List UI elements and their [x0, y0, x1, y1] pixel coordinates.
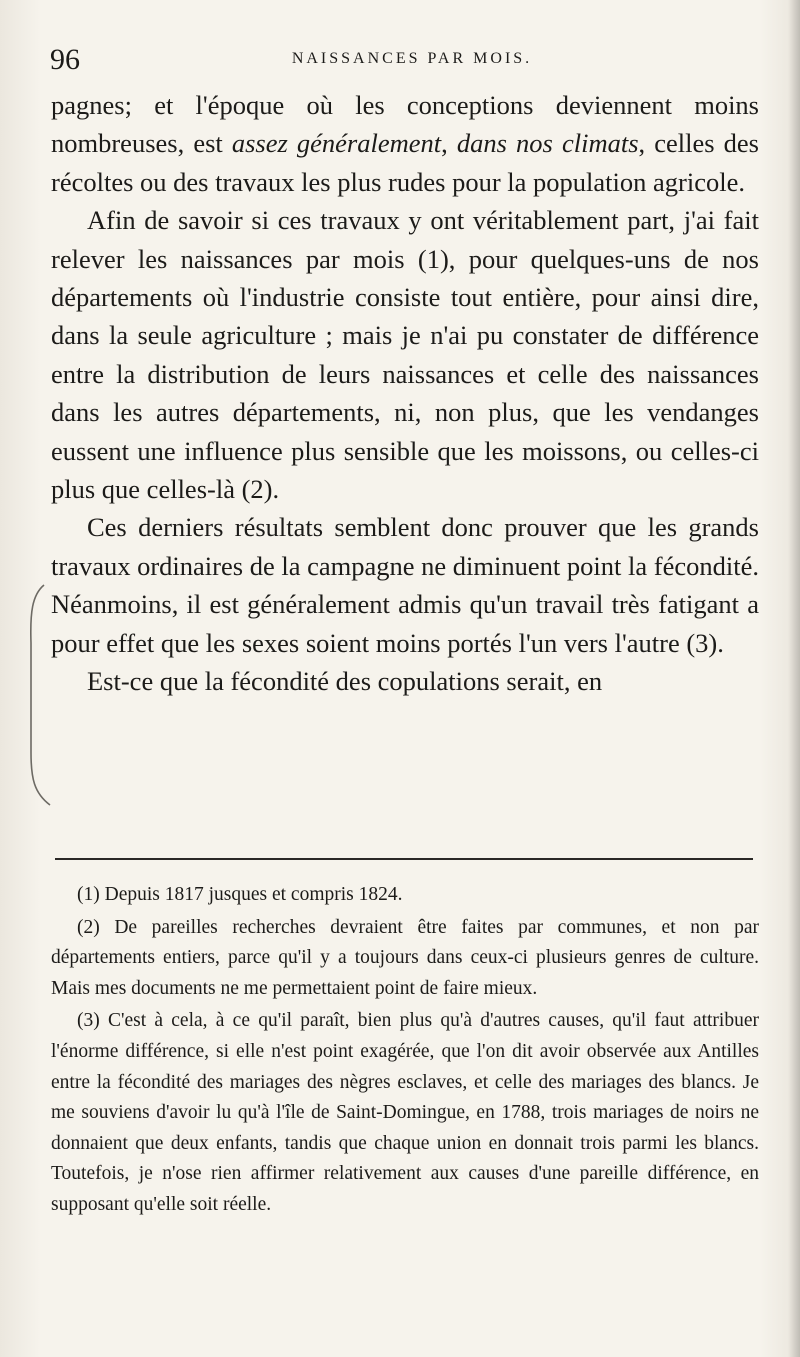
page-header — [50, 40, 760, 80]
footnote-rule — [55, 858, 753, 860]
paragraph-3: Ces derniers résultats semblent donc prouver que les grands travaux ordinaires de la campagne ne diminuent point la fécondité. Néanmoins, il est généralement admis qu'un travail très fatigant a pour effet que les sexes soient moins portés l'un vers l'autre (3). — [51, 512, 759, 658]
footnotes — [51, 880, 759, 1221]
paragraph-1 — [51, 86, 759, 201]
page-edge-shadow — [788, 0, 800, 1357]
margin-bracket-mark — [22, 583, 52, 808]
footnote-3: (3) C'est à cela, à ce qu'il paraît, bien plus qu'à d'autres causes, qu'il faut attribuer l'énorme différence, si elle n'est point exagérée, que l'on dit avoir observée aux Antilles entre la fécondité des mariages des nègres esclaves, et celle des mariages des blancs. Je me souviens d'avoir lu qu'à l'île de Saint-Domingue, en 1788, trois mariages de noirs ne donnaient que deux enfants, tandis que chaque union en donnait trois parmi les blancs. Toutefois, je n'ose rien affirmer relativement aux causes d'une pareille différence, en supposant qu'elle soit réelle. — [51, 1010, 759, 1215]
paragraph-1-text-c: , celles des récoltes ou des travaux les plus rudes pour la population agricole. — [51, 128, 759, 197]
running-title: NAISSANCES PAR MOIS. — [291, 50, 533, 67]
footnote-1: (1) Depuis 1817 jusques et compris 1824. — [77, 884, 403, 905]
paragraph-1-text-a: pagnes; et l'époque où les conceptions deviennent moins nombreuses, est — [51, 90, 759, 159]
paragraph-4: Est-ce que la fécondité des copulations serait, en — [87, 666, 603, 697]
paragraph-2: Afin de savoir si ces travaux y ont véritablement part, j'ai fait relever les naissances par mois (1), pour quelques-uns de nos départements où l'industrie consiste tout entière, pour ainsi dire, dans la seule agriculture ; mais je n'ai pu constater de différence entre la distribution de leurs naissances et celle des naissances dans les autres départements, ni, non plus, que les vendanges eussent une influence plus sensible que les moissons, ou celles-ci plus que celles-là (2). — [51, 205, 759, 505]
main-text — [51, 86, 759, 701]
paragraph-1-text-b: , — [441, 128, 457, 159]
paragraph-1-emphasis-2: dans nos climats — [456, 128, 639, 159]
footnote-2: (2) De pareilles recherches devraient être faites par communes, et non par départements entiers, parce qu'il y a toujours dans ceux-ci plusieurs genres de culture. Mais mes documents ne me permettaient point de faire mieux. — [51, 916, 759, 999]
paragraph-1-emphasis-1: assez généralement — [231, 128, 442, 159]
page-number: 96 — [50, 43, 80, 76]
